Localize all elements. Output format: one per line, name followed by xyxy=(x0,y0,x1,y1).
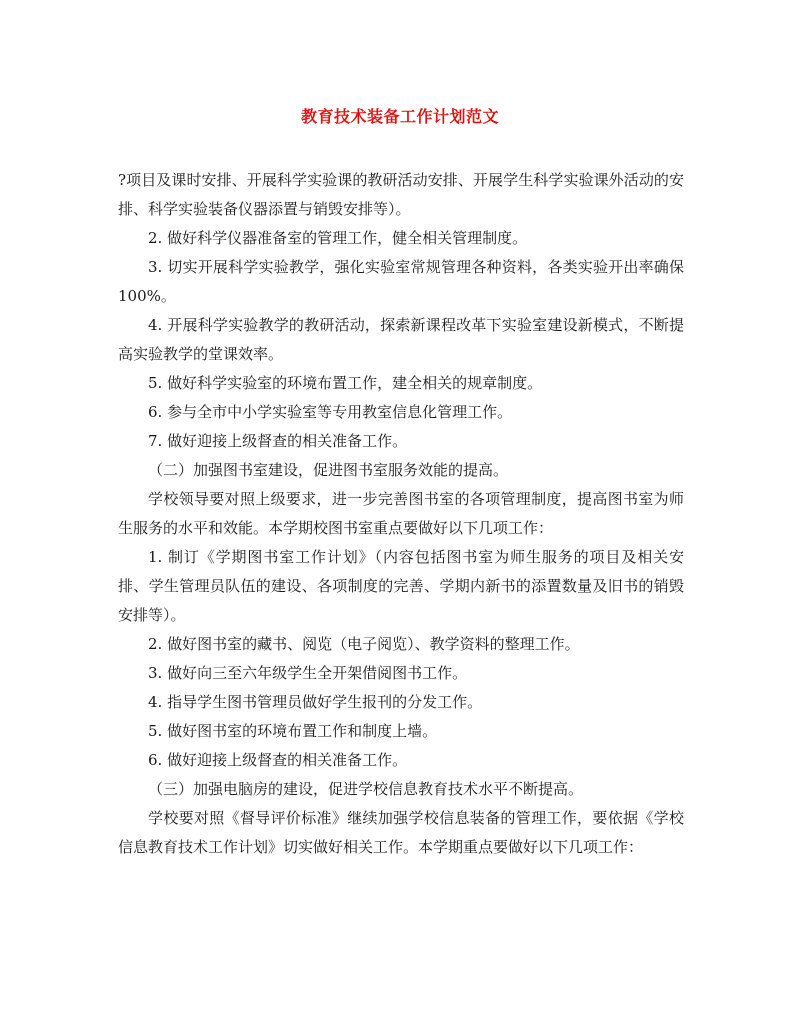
paragraph-9: 学校领导要对照上级要求，进一步完善图书室的各项管理制度，提高图书室为师生服务的水平和效能。本学期校图书室重点要做好以下几项工作： xyxy=(118,490,684,537)
paragraph-3: 3. 切实开展科学实验教学，强化实验室常规管理各种资料，各类实验开出率确保 100%。 xyxy=(118,258,684,305)
paragraph-10: 1. 制订《学期图书室工作计划》（内容包括图书室为师生服务的项目及相关安排、学生管理员队伍的建设、各项制度的完善、学期内新书的添置数量及旧书的销毁安排等）。 xyxy=(118,548,684,624)
document-body xyxy=(118,166,684,862)
section-heading-3: （三）加强电脑房的建设，促进学校信息教育技术水平不断提高。 xyxy=(148,780,584,798)
paragraph-1: ?项目及课时安排、开展科学实验课的教研活动安排、开展学生科学实验课外活动的安排、科学实验装备仪器添置与销毁安排等）。 xyxy=(118,171,684,218)
paragraph-11: 2. 做好图书室的藏书、阅览（电子阅览）、教学资料的整理工作。 xyxy=(148,635,580,653)
paragraph-14: 5. 做好图书室的环境布置工作和制度上墙。 xyxy=(148,722,438,740)
paragraph-17: 学校要对照《督导评价标准》继续加强学校信息装备的管理工作，要依据《学校信息教育技术工作计划》切实做好相关工作。本学期重点要做好以下几项工作： xyxy=(118,809,684,856)
section-heading-2: （二）加强图书室建设，促进图书室服务效能的提高。 xyxy=(148,461,509,479)
paragraph-6: 6. 参与全市中小学实验室等专用教室信息化管理工作。 xyxy=(148,403,513,421)
page-title: 教育技术装备工作计划范文 xyxy=(300,107,499,126)
paragraph-12: 3. 做好向三至六年级学生全开架借阅图书工作。 xyxy=(148,664,468,682)
paragraph-4: 4. 开展科学实验教学的教研活动，探索新课程改革下实验室建设新模式，不断提高实验教学的堂课效率。 xyxy=(118,316,684,363)
paragraph-15: 6. 做好迎接上级督查的相关准备工作。 xyxy=(148,751,408,769)
paragraph-13: 4. 指导学生图书管理员做好学生报刊的分发工作。 xyxy=(148,693,483,711)
paragraph-5: 5. 做好科学实验室的环境布置工作，建全相关的规章制度。 xyxy=(148,374,543,392)
paragraph-7: 7. 做好迎接上级督查的相关准备工作。 xyxy=(148,432,408,450)
paragraph-2: 2. 做好科学仪器准备室的管理工作，健全相关管理制度。 xyxy=(148,229,528,247)
